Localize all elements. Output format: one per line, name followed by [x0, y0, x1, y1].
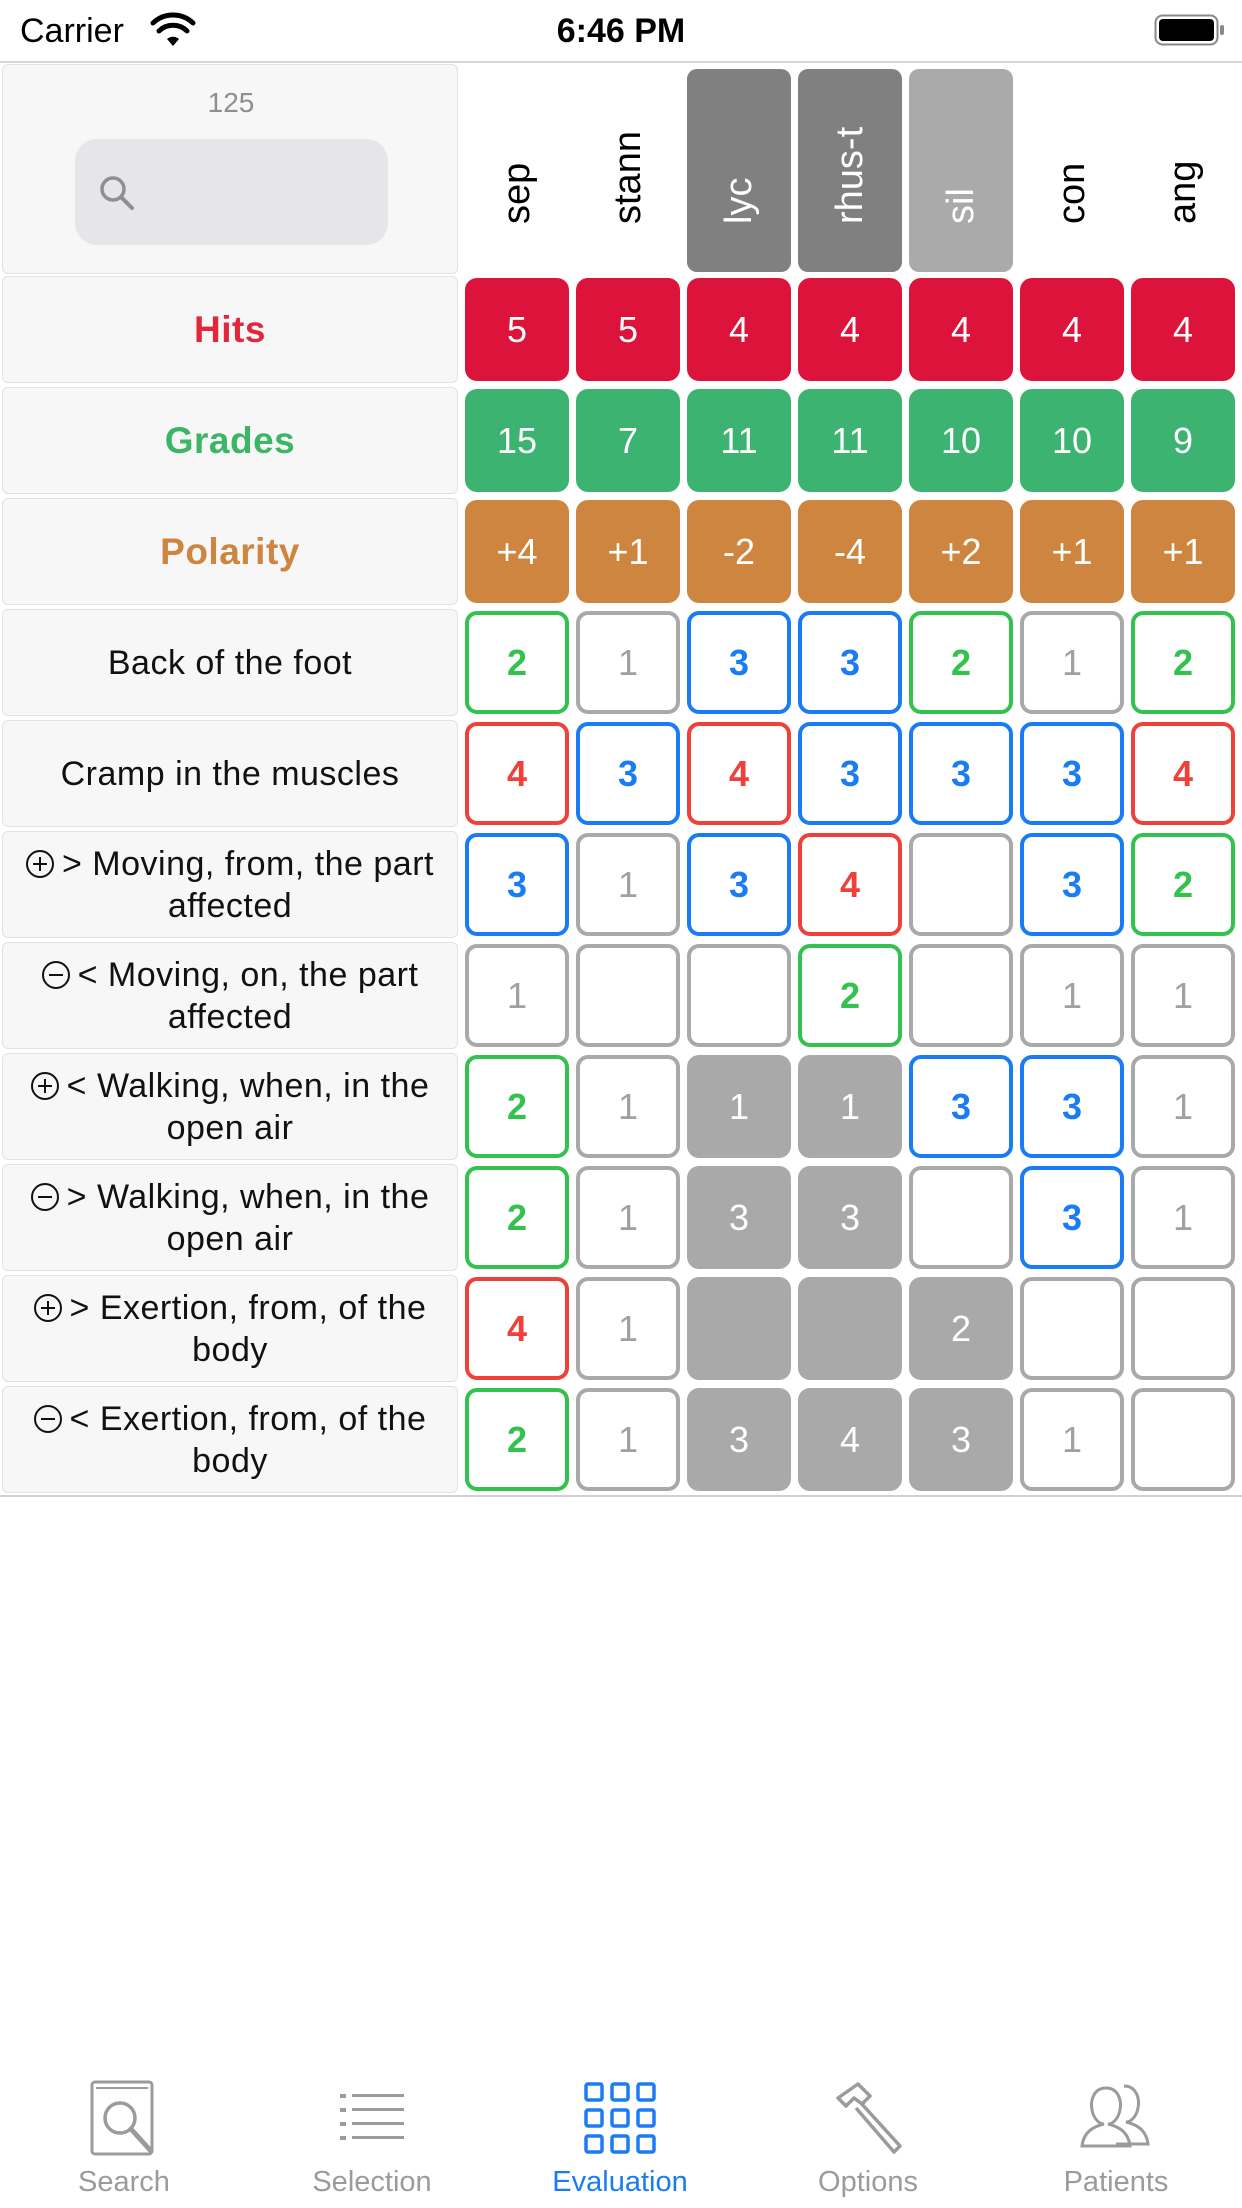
grade-cell[interactable]: 3 — [687, 833, 791, 936]
grade-cell[interactable]: 3 — [687, 1388, 791, 1491]
remedy-name: sep — [496, 162, 538, 224]
symptom-label — [96, 642, 364, 684]
grade-cell[interactable]: 1 — [798, 1055, 902, 1158]
polarity-cell: +4 — [465, 500, 569, 603]
list-icon — [332, 2078, 412, 2158]
grade-cell[interactable]: 1 — [576, 1388, 680, 1491]
hits-cell: 4 — [687, 278, 791, 381]
clock: 6:46 PM — [556, 12, 686, 50]
grade-cell[interactable]: 1 — [465, 944, 569, 1047]
hits-cell: 5 — [465, 278, 569, 381]
grade-cell[interactable]: 4 — [687, 722, 791, 825]
grade-cell[interactable]: 3 — [687, 611, 791, 714]
people-icon — [1076, 2078, 1156, 2158]
grade-cell[interactable] — [798, 1277, 902, 1380]
symptom-text: < Exertion, from, of the body — [69, 1399, 427, 1480]
grade-cell[interactable] — [909, 833, 1013, 936]
row-label-hits — [2, 276, 458, 383]
grade-cell[interactable]: 2 — [909, 1277, 1013, 1380]
tab-options[interactable] — [744, 2060, 992, 2208]
tab-search[interactable] — [0, 2060, 248, 2208]
grades-cell: 10 — [909, 389, 1013, 492]
remedy-name: sil — [940, 188, 982, 224]
grade-cell[interactable]: 3 — [576, 722, 680, 825]
symptom-row-label[interactable] — [2, 720, 458, 827]
grade-cell[interactable]: 1 — [576, 611, 680, 714]
polarity-cell: +1 — [1131, 500, 1235, 603]
divider — [0, 1495, 1242, 1497]
symptom-label — [49, 753, 412, 795]
symptom-text: < Walking, when, in the open air — [66, 1066, 430, 1147]
polarity-cell: -2 — [687, 500, 791, 603]
tab-patients[interactable] — [992, 2060, 1240, 2208]
grade-cell[interactable]: 3 — [1020, 722, 1124, 825]
remedy-header-rhus-t[interactable] — [798, 69, 902, 272]
grade-cell[interactable]: 3 — [798, 1166, 902, 1269]
symptom-text: Back of the foot — [107, 643, 353, 682]
remedy-header-sil[interactable] — [909, 69, 1013, 272]
symptom-label — [3, 1398, 457, 1482]
symptom-text: < Moving, on, the part affected — [77, 955, 419, 1036]
row-label-grades — [2, 387, 458, 494]
grade-cell[interactable]: 3 — [1020, 833, 1124, 936]
symptom-label — [3, 1065, 457, 1149]
grade-cell[interactable]: 3 — [798, 722, 902, 825]
tab-label: Options — [818, 2166, 918, 2198]
remedy-header-ang[interactable] — [1131, 69, 1235, 272]
grade-cell[interactable]: 3 — [909, 722, 1013, 825]
grade-cell[interactable]: 1 — [576, 1055, 680, 1158]
remedy-header-stann[interactable] — [576, 69, 680, 272]
grid-icon — [580, 2078, 660, 2158]
symptom-row-label[interactable] — [2, 1386, 458, 1493]
circle-plus-icon — [26, 850, 54, 878]
grade-cell[interactable]: 1 — [576, 833, 680, 936]
grade-cell[interactable]: 2 — [909, 611, 1013, 714]
grade-cell[interactable] — [909, 1166, 1013, 1269]
grade-cell[interactable]: 1 — [1020, 1388, 1124, 1491]
grade-cell[interactable]: 1 — [1131, 944, 1235, 1047]
grades-cell: 11 — [798, 389, 902, 492]
row-label-polarity — [2, 498, 458, 605]
remedy-name: ang — [1162, 160, 1204, 224]
hits-cell: 4 — [1131, 278, 1235, 381]
grade-cell[interactable]: 2 — [798, 944, 902, 1047]
grade-cell[interactable]: 3 — [798, 611, 902, 714]
grade-cell[interactable]: 3 — [465, 833, 569, 936]
remedy-name: con — [1051, 162, 1093, 224]
status-bar — [0, 0, 1242, 60]
hits-cell: 4 — [909, 278, 1013, 381]
remedy-name: rhus-t — [829, 126, 871, 224]
circle-plus-icon — [34, 1294, 62, 1322]
symptom-row-label[interactable] — [2, 609, 458, 716]
symptom-row-label[interactable] — [2, 1053, 458, 1160]
hits-cell: 4 — [798, 278, 902, 381]
search-book-icon — [84, 2078, 164, 2158]
tab-selection[interactable] — [248, 2060, 496, 2208]
symptom-label — [3, 843, 457, 927]
remedy-header-lyc[interactable] — [687, 69, 791, 272]
grade-cell[interactable]: 1 — [687, 1055, 791, 1158]
grades-cell: 7 — [576, 389, 680, 492]
symptom-text: > Exertion, from, of the body — [69, 1288, 427, 1369]
grade-cell[interactable]: 2 — [1131, 611, 1235, 714]
grade-cell[interactable] — [1131, 1388, 1235, 1491]
grade-cell[interactable]: 3 — [1020, 1055, 1124, 1158]
grades-cell: 9 — [1131, 389, 1235, 492]
grade-cell[interactable]: 4 — [798, 833, 902, 936]
grade-cell[interactable]: 2 — [465, 1388, 569, 1491]
grade-cell[interactable] — [576, 944, 680, 1047]
tab-label: Patients — [1063, 2166, 1169, 2198]
polarity-cell: -4 — [798, 500, 902, 603]
grade-cell[interactable]: 1 — [1020, 944, 1124, 1047]
search-input[interactable] — [75, 139, 388, 245]
search-icon — [97, 173, 137, 213]
grade-cell[interactable]: 4 — [465, 1277, 569, 1380]
symptom-label — [3, 1176, 457, 1260]
grade-cell[interactable]: 1 — [576, 1277, 680, 1380]
remedy-header-con[interactable] — [1020, 69, 1124, 272]
tab-label: Evaluation — [552, 2166, 688, 2198]
row-label-text: Polarity — [160, 530, 300, 572]
remedy-name: stann — [607, 131, 649, 224]
tab-evaluation[interactable] — [496, 2060, 744, 2208]
divider — [0, 61, 1242, 63]
remedy-header-sep[interactable] — [465, 69, 569, 272]
polarity-cell: +1 — [1020, 500, 1124, 603]
grade-cell[interactable]: 2 — [465, 1166, 569, 1269]
grade-cell[interactable]: 2 — [465, 1055, 569, 1158]
tab-bar — [0, 2060, 1242, 2208]
grade-cell[interactable]: 2 — [465, 611, 569, 714]
battery-icon — [1154, 14, 1226, 46]
grade-cell[interactable]: 4 — [1131, 722, 1235, 825]
grade-cell[interactable] — [909, 944, 1013, 1047]
circle-minus-icon — [42, 961, 70, 989]
symptom-text: > Moving, from, the part affected — [62, 844, 434, 925]
grade-cell[interactable]: 3 — [909, 1388, 1013, 1491]
symptom-row-label[interactable] — [2, 1164, 458, 1271]
hammer-icon — [828, 2078, 908, 2158]
grades-cell: 11 — [687, 389, 791, 492]
grade-cell[interactable] — [1131, 1277, 1235, 1380]
grade-cell[interactable]: 1 — [1131, 1166, 1235, 1269]
circle-plus-icon — [31, 1072, 59, 1100]
symptom-text: Cramp in the muscles — [60, 754, 400, 793]
grade-cell[interactable]: 3 — [1020, 1166, 1124, 1269]
symptom-row-label[interactable] — [2, 942, 458, 1049]
symptom-row-label[interactable] — [2, 1275, 458, 1382]
grade-cell[interactable]: 1 — [1131, 1055, 1235, 1158]
symptom-text: > Walking, when, in the open air — [66, 1177, 430, 1258]
grade-cell[interactable]: 1 — [1020, 611, 1124, 714]
tab-label: Selection — [312, 2166, 432, 2198]
grades-cell: 15 — [465, 389, 569, 492]
polarity-cell: +1 — [576, 500, 680, 603]
symptom-row-label[interactable] — [2, 831, 458, 938]
row-label-text: Hits — [194, 308, 266, 350]
circle-minus-icon — [34, 1405, 62, 1433]
hits-cell: 5 — [576, 278, 680, 381]
grade-cell[interactable]: 1 — [576, 1166, 680, 1269]
hits-cell: 4 — [1020, 278, 1124, 381]
row-label-text: Grades — [164, 419, 296, 461]
carrier-label: Carrier — [20, 12, 124, 50]
grade-cell[interactable]: 3 — [687, 1166, 791, 1269]
grades-cell: 10 — [1020, 389, 1124, 492]
search-header-cell — [2, 64, 458, 274]
grade-cell[interactable]: 4 — [798, 1388, 902, 1491]
tab-label: Search — [78, 2166, 170, 2198]
grade-cell[interactable] — [687, 944, 791, 1047]
symptom-count: 125 — [207, 87, 255, 118]
grade-cell[interactable]: 3 — [909, 1055, 1013, 1158]
polarity-cell: +2 — [909, 500, 1013, 603]
grade-cell[interactable]: 2 — [1131, 833, 1235, 936]
remedy-name: lyc — [718, 177, 760, 224]
grade-cell[interactable]: 4 — [465, 722, 569, 825]
symptom-label — [3, 954, 457, 1038]
grade-cell[interactable] — [1020, 1277, 1124, 1380]
grade-cell[interactable] — [687, 1277, 791, 1380]
symptom-label — [3, 1287, 457, 1371]
circle-minus-icon — [31, 1183, 59, 1211]
